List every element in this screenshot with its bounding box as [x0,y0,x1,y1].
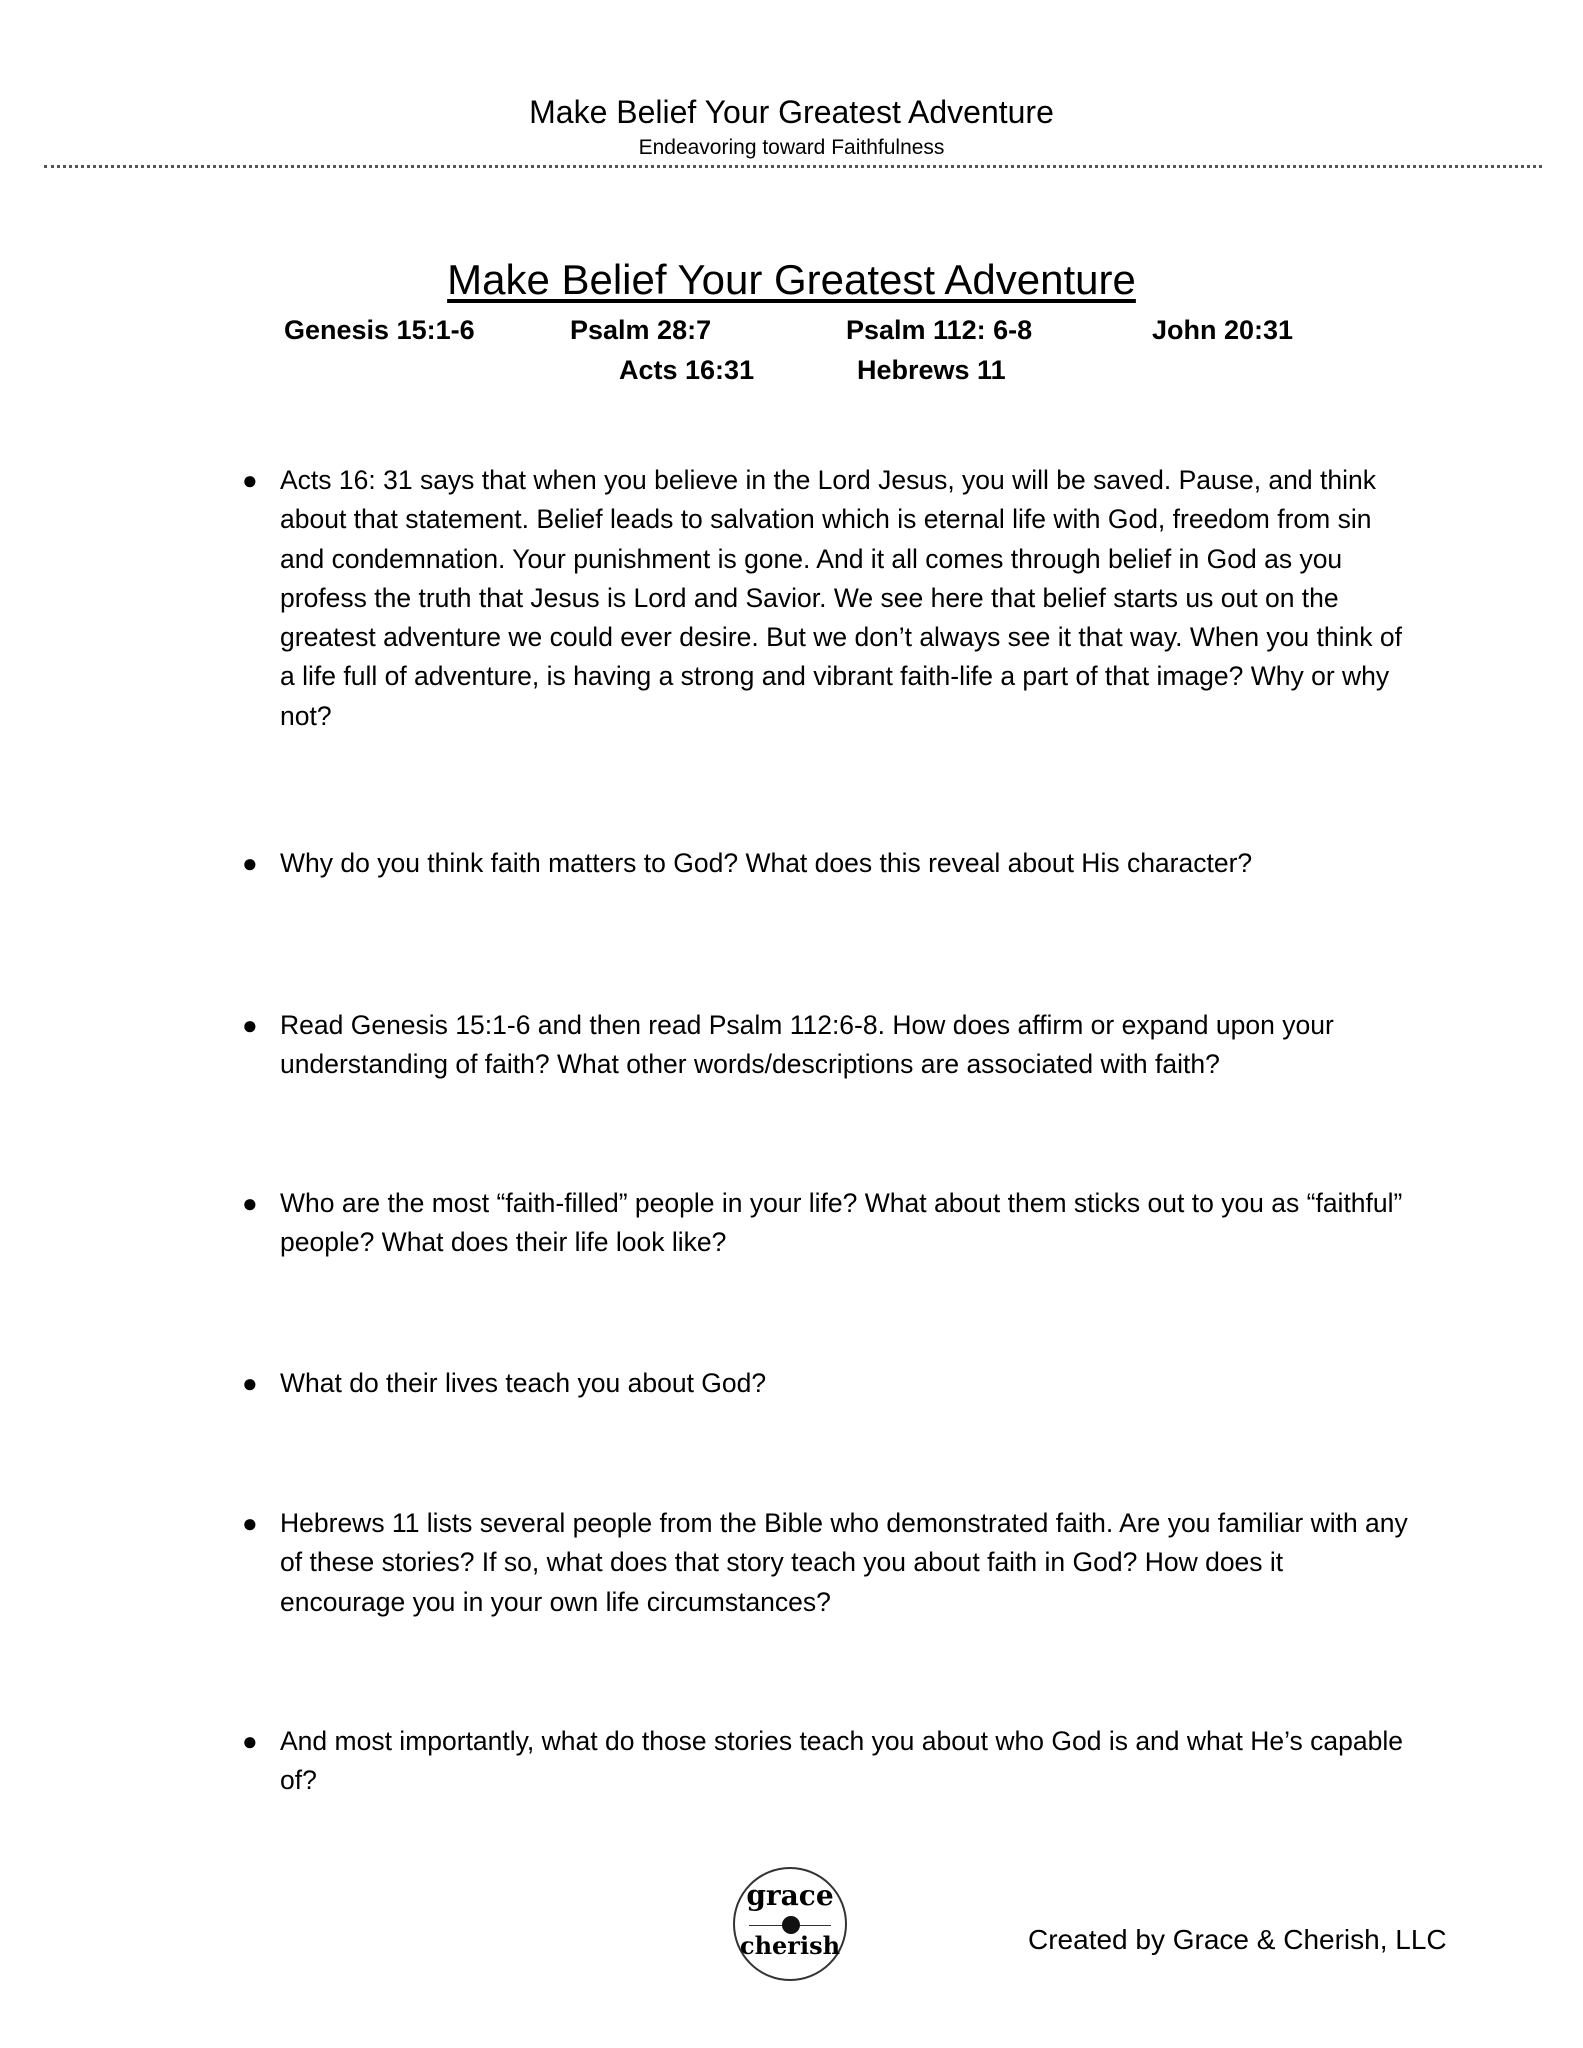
scripture-reference: Acts 16:31 [619,355,755,385]
bullet-icon: ● [242,1368,258,1398]
bullet-icon: ● [242,1010,258,1040]
question-7: And most importantly, what do those stories teach you about who God is and what He’s capable of? [280,1726,1403,1796]
bullet-icon: ● [242,1508,258,1538]
scripture-reference: Genesis 15:1-6 [284,315,475,345]
logo-text-top: grace [746,1879,834,1912]
logo-text-bottom: cherish [739,1931,841,1960]
question-5: What do their lives teach you about God? [280,1368,767,1398]
bullet-icon: ● [242,465,258,495]
scripture-reference: Hebrews 11 [857,355,1006,385]
page-title: Make Belief Your Greatest Adventure [447,256,1136,303]
bullet-icon: ● [242,848,258,878]
bullet-icon: ● [242,1726,258,1756]
scripture-reference: Psalm 112: 6-8 [846,315,1033,345]
header-divider [44,165,1542,168]
scripture-reference: John 20:31 [1152,315,1294,345]
question-1: Acts 16: 31 says that when you believe in the Lord Jesus, you will be saved. Pause, and think about that statement. Belief leads to salvation which is eternal life with God, freedom from sin and condemnation. Your punishment is gone. And it all comes through belief in God as you profess the truth that Jesus is Lord and Savior. We see here that belief starts us out on the greatest adventure we could ever desire. But we don’t always see it that way. When you think of a life full of adventure, is having a strong and vibrant faith-life a part of that image? Why or why not? [280,465,1402,731]
question-4: Who are the most “faith-filled” people in your life? What about them sticks out to you as “faithful” people? What does their life look like? [280,1188,1403,1258]
header-subtitle: Endeavoring toward Faithfulness [638,136,945,159]
question-2: Why do you think faith matters to God? What does this reveal about His character? [280,848,1253,878]
scripture-reference: Psalm 28:7 [570,315,712,345]
footer-credit: Created by Grace & Cherish, LLC [1028,1924,1447,1955]
question-6: Hebrews 11 lists several people from the Bible who demonstrated faith. Are you familiar with any of these stories? If so, what does that story teach you about faith in God? How does it encourage you in your own life circumstances? [280,1508,1408,1617]
header-title: Make Belief Your Greatest Adventure [529,94,1054,130]
grace-cherish-logo [733,1867,847,1981]
bullet-icon: ● [242,1188,258,1218]
question-3: Read Genesis 15:1-6 and then read Psalm 112:6-8. How does affirm or expand upon your understanding of faith? What other words/descriptions are associated with faith? [280,1010,1334,1080]
